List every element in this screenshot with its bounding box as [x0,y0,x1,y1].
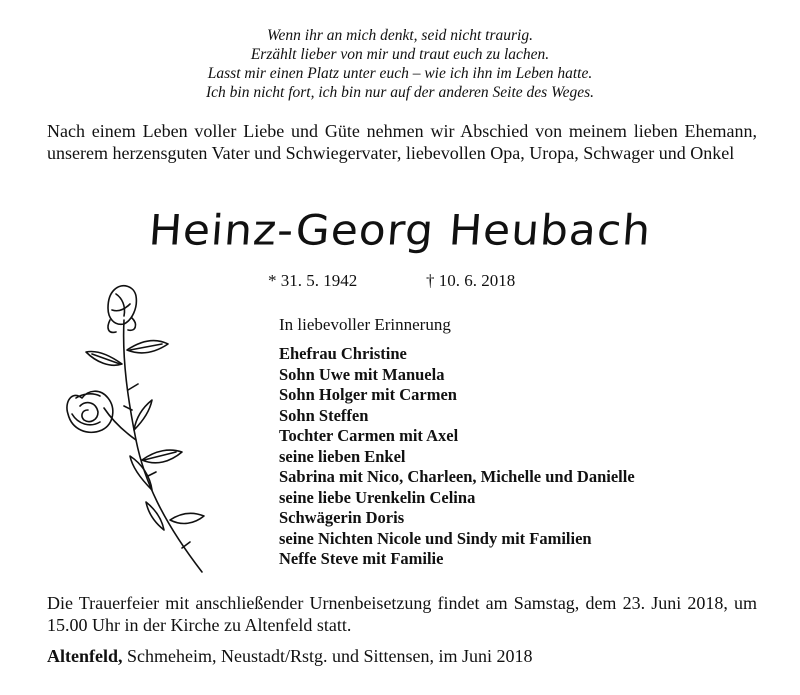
birth-date: * 31. 5. 1942 [268,271,358,290]
death-date: † 10. 6. 2018 [426,271,516,290]
place-line [47,646,532,667]
list-item: Sohn Holger mit Carmen [279,385,457,404]
list-item: seine Nichten Nicole und Sindy mit Familien [279,528,592,548]
memory-heading: In liebevoller Erinnerung [279,315,451,334]
place-town: Altenfeld, [47,646,123,666]
list-item: Sabrina mit Nico, Charleen, Michelle und Danielle [279,467,635,486]
list-item: Sohn Steffen [279,405,369,425]
deceased-name: Heinz-Georg Heubach [147,206,653,255]
list-item: seine lieben Enkel [279,446,406,466]
family-list [279,344,635,570]
ceremony-text: Die Trauerfeier mit anschließender Urnenbeisetzung findet am Samstag, dem 23. Juni 2018, um 15.00 Uhr in der Kirche zu Altenfeld statt. [47,593,757,635]
list-item: Sohn Uwe mit Manuela [279,364,445,384]
list-item: Neffe Steve mit Familie [279,549,444,568]
poem-line: Ich bin nicht fort, ich bin nur auf der anderen Seite des Weges. [205,84,594,101]
poem [0,26,800,102]
intro-text: Nach einem Leben voller Liebe und Güte nehmen wir Abschied von meinem lieben Ehemann, unserem herzensguten Vater und Schwiegervater, liebevollen Opa, Uropa, Schwager und Onkel [47,121,757,163]
poem-line: Lasst mir einen Platz unter euch – wie ich ihn im Leben hatte. [207,65,593,82]
rose-icon [52,280,222,575]
list-item: Schwägerin Doris [279,508,405,527]
list-item: Ehefrau Christine [279,344,407,363]
list-item: Tochter Carmen mit Axel [279,426,459,445]
poem-line: Erzählt lieber von mir und traut euch zu lachen. [250,46,550,63]
place-rest: Schmeheim, Neustadt/Rstg. und Sittensen, im Juni 2018 [122,646,533,666]
poem-line: Wenn ihr an mich denkt, seid nicht traurig. [267,27,533,44]
list-item: seine liebe Urenkelin Celina [279,487,476,507]
